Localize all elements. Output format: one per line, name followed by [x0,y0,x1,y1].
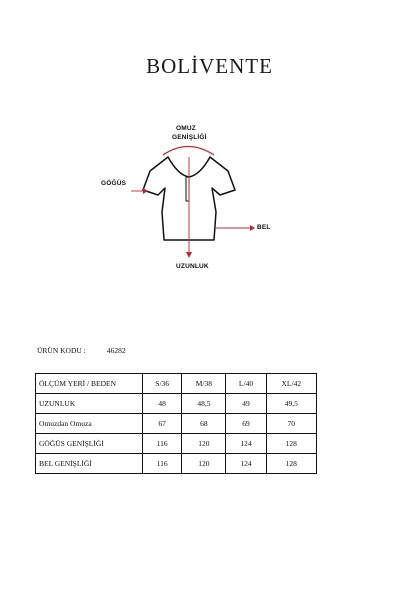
row-label: GÖĞÜS GENİŞLİĞİ [36,434,143,454]
chest-arrowhead [143,188,148,194]
length-arrowhead [186,252,192,258]
header-cell: XL/42 [266,374,316,394]
table-row [36,454,317,474]
header-cell: M/38 [182,374,226,394]
table-cell: 128 [266,434,316,454]
row-label: UZUNLUK [36,394,143,414]
waist-arrowhead [250,225,255,231]
table-cell: 48 [143,394,182,414]
product-code-label: ÜRÜN KODU : [37,346,86,355]
row-label: Omuzdan Omuza [36,414,143,434]
table-cell: 128 [266,454,316,474]
header-cell: L/40 [226,374,266,394]
label-gogus: GÖĞÜS [101,180,127,187]
label-bel: BEL [257,224,271,231]
table-cell: 67 [143,414,182,434]
brand-logo: BOLİVENTE [146,54,273,78]
header-cell: ÖLÇÜM YERİ / BEDEN [36,374,143,394]
label-genisligi: GENİŞLİĞİ [172,134,207,141]
table-cell: 69 [226,414,266,434]
size-table [35,373,317,474]
table-row [36,434,317,454]
table-row [36,394,317,414]
table-cell: 68 [182,414,226,434]
product-code-value: 46282 [106,346,126,355]
table-cell: 49 [226,394,266,414]
label-omuz: OMUZ [176,125,196,132]
shoulder-width-arc [163,147,214,156]
table-cell: 49,5 [266,394,316,414]
row-label: BEL GENİŞLİĞİ [36,454,143,474]
table-cell: 120 [182,454,226,474]
table-header-row [36,374,317,394]
table-cell: 120 [182,434,226,454]
table-cell: 116 [143,454,182,474]
table-cell: 124 [226,454,266,474]
table-row [36,414,317,434]
header-cell: S/36 [143,374,182,394]
table-cell: 48,5 [182,394,226,414]
table-cell: 124 [226,434,266,454]
product-code [37,346,126,355]
label-uzunluk: UZUNLUK [176,263,209,270]
table-cell: 116 [143,434,182,454]
table-cell: 70 [266,414,316,434]
